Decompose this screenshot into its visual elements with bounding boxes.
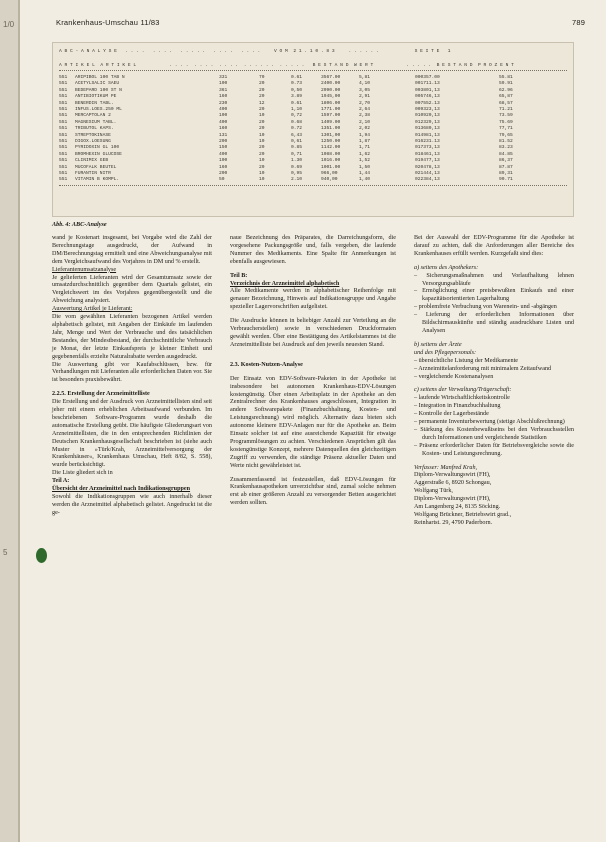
printout-cell: 007552.13 <box>415 100 440 106</box>
printout-cell: 400 <box>219 151 228 157</box>
printout-cell: 1,94 <box>359 132 371 138</box>
body-paragraph: Die Auswertung gibt vor Kaufabschlüssen, bzw. für Verhandlungen mit Lieferanten alle erforderlichen Daten vor. Sie ist besonders praxisbewährt. <box>52 361 212 384</box>
printout-cell: 551 <box>59 113 68 119</box>
text-column-1 <box>52 235 212 518</box>
printout-cell: 20 <box>259 81 265 87</box>
printout-cell: 160 <box>219 94 228 100</box>
body-paragraph: Diplom-Verwaltungswirt (FH), <box>414 496 491 503</box>
printout-cell: 551 <box>59 119 68 125</box>
printout-row <box>59 75 567 81</box>
printout-cell: 331 <box>219 75 228 80</box>
printout-cell: 10 <box>259 132 265 138</box>
printout-cell: 000357.00 <box>415 75 440 80</box>
printout-cell: 022384,13 <box>415 177 440 183</box>
printout-cell: 0.85 <box>291 145 303 151</box>
printout-row <box>59 94 567 100</box>
printout-cell: 016231.13 <box>415 139 440 144</box>
body-paragraph: Zusammenfassend ist festzustellen, daß EDV-Lösungen für Krankenhausapotheken unverzichtbar sind, zumal solche nehmen erst ab einer größeren Anzahl zu versorgender Betten ausgerichtet werden sollten. <box>230 476 396 507</box>
printout-title-line: A B C - A N A L Y S E . . . . . . . . . . . . . . . . . . . . . V O M 2 1 . 1 0 . 8 3 . . . . . . S E I T E 1 <box>59 49 451 54</box>
edge-mark-mid: 5 <box>3 548 8 557</box>
printout-cell: 1,10 <box>291 107 303 112</box>
printout-cell: 013680,13 <box>415 126 440 132</box>
body-paragraph: Wolfgang Brückner, Betriebswirt grad., <box>414 512 512 518</box>
list-item: – Arzneimittelanforderung mit minimalem Zeitaufwand <box>414 365 552 372</box>
printout-separator-bottom <box>59 185 567 186</box>
printout-row <box>59 101 567 107</box>
body-paragraph: Aggerstraße 6, 8920 Schongau, <box>414 480 492 487</box>
printout-cell: 014981,13 <box>415 132 440 138</box>
printout-cell: 2.10 <box>291 177 303 183</box>
printout-cell: 551 <box>59 107 68 112</box>
printout-cell: 551 <box>59 94 68 100</box>
printout-cell: 86,37 <box>499 158 513 164</box>
printout-cell: BROMHEXIN GLUCOSE <box>75 151 122 157</box>
printout-cell: 2,10 <box>359 119 371 125</box>
printout-cell: 009323,13 <box>415 107 440 112</box>
figure-caption: Abb. 4: ABC-Analyse <box>52 221 107 228</box>
printout-cell: 2,64 <box>359 107 371 112</box>
printout-cell: 010920,13 <box>415 113 440 119</box>
printout-cell: 019477,13 <box>415 158 440 164</box>
printout-cell: 0,50 <box>291 87 303 93</box>
printout-row <box>59 81 567 87</box>
printout-cell: 20 <box>259 94 265 100</box>
body-paragraph: Diplom-Verwaltungswirt (FH), <box>414 472 491 479</box>
printout-cell: 0.72 <box>291 126 303 132</box>
printout-row <box>59 165 567 171</box>
list-item: – Kontrolle der Lagerbestände <box>414 411 489 418</box>
body-paragraph: Sowohl die Indikationsgruppen wie auch innerhalb dieser werden die Arzneimittel alphabetisch gelistet. Angedruckt ist die ge- <box>52 494 212 516</box>
printout-cell: 160 <box>219 126 228 132</box>
printout-cell: 017373,13 <box>415 145 440 151</box>
italic-line: a) seitens des Apothekers: <box>414 264 479 271</box>
printout-cell: 551 <box>59 145 68 151</box>
body-paragraph: Die Ausdrucke können in beliebiger Anzahl zur Verteilung an die Verbraucherstellen) sowie in verschiedenen Druckformaten gewählt werden. Über eine Bestätigung des Artikelstammes ist die Arzneimittelliste bei Ausdruck auf den jeweils neuesten Stand. <box>230 318 396 348</box>
printout-cell: 0,71 <box>291 151 303 157</box>
list-item: – problemfreie Verbuchung von Warenein- und -abgängen <box>414 304 557 311</box>
printout-cell: ARIPIBOL 100 TAB N <box>75 75 125 80</box>
printout-cell: VITAMIN B KOMPL. <box>75 177 120 183</box>
printout-cell: 1142.00 <box>321 145 341 151</box>
printout-row <box>59 171 567 177</box>
printout-cell: 79,65 <box>499 132 513 138</box>
printout-cell: 150 <box>219 145 228 151</box>
printout-cell: 1,40 <box>359 177 371 183</box>
printout-cell: 10 <box>259 158 265 164</box>
printout-cell: CLINIMIX GEB <box>75 158 109 164</box>
body-paragraph: naue Bezeichnung des Präparates, die Darreichungsform, die vorgesehene Packungsgröße und, falls vergeben, die laufende Nummer des Medikaments. Eine Spalte für Anmerkungen ist ebenfalls ausgewiesen. <box>230 235 396 265</box>
body-paragraph: Die vom gewählten Lieferanten bezogenen Artikel werden alphabetisch gelistet, mit Angaben der Einkäufe im laufenden Jahr, Menge und Wert der Verbrauche und des tatsächlichen Bestandes, der Mindestbestand, der durchschnittliche Verbrauch je Monat, der letzte Einkaufspreis je kleiner Einheit und gegebenenfalls erzielte Naturalrabatte werden ausgedruckt. <box>52 314 212 360</box>
printout-cell: 89,31 <box>499 171 513 176</box>
printout-cell: 83.23 <box>499 145 513 151</box>
printout-cell: 1351.00 <box>321 126 341 132</box>
list-item: – Präsenz erforderlicher Daten für Betriebsvergleiche sowie die Kosten- und Leistungsrechnung. <box>414 442 574 457</box>
printout-cell: 551 <box>59 177 68 183</box>
printout-cell: 1001.00 <box>321 164 341 170</box>
printout-cell: MUCOFALK BEUTEL <box>75 164 117 170</box>
printout-cell: 018461,13 <box>415 151 440 157</box>
printout-cell: 400 <box>219 119 228 125</box>
section-heading: 2.3. Kosten-Nutzen-Analyse <box>230 361 303 368</box>
printout-cell: 020478,13 <box>415 164 440 170</box>
printout-cell: 012329,13 <box>415 119 440 125</box>
printout-cell: 84.85 <box>499 151 513 157</box>
abc-analysis-printout <box>52 42 574 217</box>
edge-mark-top: 1/0 <box>3 20 15 29</box>
printout-cell: 75.69 <box>499 119 513 125</box>
printout-cell: PYRIDOXIN GL 100 <box>75 145 120 151</box>
printout-cell: 0.68 <box>291 119 303 125</box>
printout-cell: 940,00 <box>321 177 338 183</box>
printout-cell: 50 <box>219 177 225 183</box>
printout-cell: 4,10 <box>359 81 371 87</box>
printout-cell: 551 <box>59 158 68 164</box>
printout-cell: BEDEPARD 100 ST N <box>75 87 122 93</box>
printout-cell: 1,62 <box>359 151 371 157</box>
printout-cell: FURANTIN NITR <box>75 171 111 176</box>
list-item: – Ermöglichung einer preisbewußten Einkaufs und einer kapazitätsorientierten Lagerhaltung <box>414 288 574 303</box>
printout-cell: 20 <box>259 87 265 93</box>
printout-cell: 361 <box>219 87 228 93</box>
printout-cell: 2,02 <box>359 126 371 132</box>
printout-cell: 005746,13 <box>415 94 440 100</box>
list-item: – Stärkung des Kostenbewußtseins bei den Verbrauchsstellen durch Informationen und vergleichende Statistiken <box>414 426 574 441</box>
printout-cell: 2090.00 <box>321 87 341 93</box>
printout-cell: 001711.13 <box>415 81 440 87</box>
printout-cell: ACETYLSALIC SAEU <box>75 81 120 87</box>
printout-cell: 20 <box>259 107 265 112</box>
printout-cell: 1,44 <box>359 171 371 176</box>
printout-cell: 551 <box>59 164 68 170</box>
printout-cell: 0,61 <box>291 139 303 144</box>
text-column-2 <box>230 235 396 508</box>
section-heading: Teil A: <box>52 478 70 485</box>
printout-cell: 10 <box>259 113 265 119</box>
body-paragraph: Bei der Auswahl der EDV-Programme für die Apotheke ist darauf zu achten, daß die Anforderungen aller Bereiche des Krankenhauses erfüllt werden. Kurzgefaßt sind dies: <box>414 235 574 257</box>
printout-cell: 1806.00 <box>321 100 341 106</box>
printout-cell: 2400.00 <box>321 81 341 87</box>
list-item: – Sicherungsmaßnahmen und Vorlaufhaltung lehnen Versorgungsabläufe <box>414 272 574 287</box>
printout-row <box>59 139 567 145</box>
printout-cell: BENERDIN TABL. <box>75 100 114 106</box>
printout-cell: 10 <box>259 171 265 176</box>
printout-cell: 100 <box>219 81 228 87</box>
printout-row <box>59 120 567 126</box>
printout-cell: 81.52 <box>499 139 513 144</box>
printout-cell: 131 <box>219 132 228 138</box>
printout-cell: 200 <box>219 139 228 144</box>
printout-cell: 2,38 <box>359 113 371 119</box>
printout-cell: 1088.00 <box>321 151 341 157</box>
printout-cell: 1,87 <box>359 139 371 144</box>
printout-cell: 021444,13 <box>415 171 440 176</box>
printout-cell: 1771.00 <box>321 107 341 112</box>
printout-cell: 160 <box>219 164 228 170</box>
printout-cell: 20 <box>259 145 265 151</box>
printout-separator <box>59 70 567 71</box>
printout-row <box>59 113 567 119</box>
section-heading: 2.2.5. Erstellung der Arzneimittelliste <box>52 391 150 398</box>
printout-cell: 551 <box>59 151 68 157</box>
body-paragraph: wand je Kostenart insgesamt, bei Vorgabe wird die Zahl der Berechnungstage ausgedruckt, der Aufwand in DM/Berechnungstag ermittelt und eine Abweichungsanalyse mit dem Vergleichsaufwand des Vorjahres in DM und % erstellt. <box>52 235 212 265</box>
body-paragraph: Der Einsatz von EDV-Software-Paketen in der Apotheke ist insbesondere bei autonomen Krankenhaus-EDV-Lösungen kostengünstig. Über einen Arbeitsplatz in der Apotheke an den Zentralrechner des Krankenhauses angeschlossen, Integration in andere Softwarepakete (Finanzbuchhaltung, Kosten- und Leistungsrechnung) wird möglich. Alternativ dazu bieten sich autonome kleinere EDV-Anlagen nur für die Apotheke an. Beim Einsatz solcher ist auf eine ausreichende Kapazität für etwaige Programmlösungen zu achten. Verschiedenen Ansprüchen gilt das kostengünstige Konzept, mehrere Datenquellen den gleichzeitigen Zugriff zu verwenden, die ständige Präsenz aktueller Daten und Werte nicht gewährleistet ist. <box>230 375 396 469</box>
body-paragraph: Die Liste gliedert sich in <box>52 470 113 477</box>
printout-cell: 70 <box>259 75 265 80</box>
body-paragraph: Je gelieferten Lieferanten wird der Gesamtumsatz sowie der umsatzdurchschnittlich gegenüber dem Quartals gelistet, ein Vergleichswert im des Vorjahres gegenübergestellt und die Abweichung analysiert. <box>52 274 212 305</box>
printout-cell: 59.91 <box>499 81 513 87</box>
printout-row <box>59 126 567 132</box>
printout-cell: DIGOX.LOESUNG <box>75 139 111 144</box>
printout-cell: ANTIBIOTIKUM PE <box>75 94 117 100</box>
printout-cell: 20 <box>259 164 265 170</box>
printout-cell: MAGNESIUM TABL. <box>75 119 117 125</box>
printout-cell: 003801,13 <box>415 87 440 93</box>
printout-cell: 551 <box>59 81 68 87</box>
printout-row <box>59 177 567 183</box>
list-item: – laufende Wirtschaftlichkeitskontrolle <box>414 395 510 402</box>
printout-cell: 551 <box>59 126 68 132</box>
binding-edge <box>18 0 20 842</box>
printout-cell: 0.69 <box>291 164 303 170</box>
list-item: – übersichtliche Listung der Medikamente <box>414 357 519 364</box>
printout-cell: 12 <box>259 100 265 106</box>
section-subheading: Übersicht der Arzneimittel nach Indikationsgruppen <box>52 486 191 493</box>
printout-row <box>59 133 567 139</box>
printout-cell: 1409.00 <box>321 119 341 125</box>
printout-cell: 6,43 <box>291 132 303 138</box>
printout-cell: 5,81 <box>359 75 371 80</box>
body-paragraph: Die Erstellung und der Ausdruck von Arzneimittellisten sind seit jeher mit einem erheblichen Arbeitsaufwand verbunden. Im beschriebenen Software-Programm wurde deshalb die automatische Erstellung geübt. Die häufigste Gliederungsart von Arzneimittellisten, die in den entsprechenden Richtlinien der Deutschen Krankenhausgesellschaft beschrieben ist (siehe auch Muster in »Türk/Krah, Arzneimittelversorgung der Krankenhäuser«, Krankenhaus Umschau, Heft 8/82, S. 558), wurde berücksichtigt. <box>52 399 212 469</box>
printout-cell: 551 <box>59 139 68 144</box>
printout-cell: 3.89 <box>291 94 303 100</box>
section-subheading: Verzeichnis der Arzneimittel alphabetisch <box>230 280 340 287</box>
printout-cell: 0.61 <box>291 75 303 80</box>
printout-cell: 1,52 <box>359 158 371 164</box>
printout-row <box>59 152 567 158</box>
printout-cell: 20 <box>259 126 265 132</box>
printout-cell: 10 <box>259 139 265 144</box>
printout-cell: 1301,00 <box>321 132 341 138</box>
printout-cell: 62.96 <box>499 87 513 93</box>
body-paragraph: Alle Medikamente werden in alphabetischer Reihenfolge mit genauer Bezeichnung, Hinweis auf Indikationsgruppe und Angabe spezieller Lagervorschriften aufgelistet. <box>230 288 396 311</box>
printout-header-line: A R T I K E L A R T I K E L . . . . . . . . . . . . . . . . . . . . . . . B E S T A N D W E R T . . . . . B E S T A N D P R O Z E N T <box>59 63 514 68</box>
printout-cell: 1945,00 <box>321 94 341 100</box>
body-paragraph: Am Langenberg 24, 8135 Söcking. <box>414 504 501 511</box>
printout-row <box>59 88 567 94</box>
printout-cell: MERCAPTOLAN 2 <box>75 113 111 119</box>
printout-cell: 73.59 <box>499 113 513 119</box>
printout-cell: 100 <box>219 113 228 119</box>
printout-cell: 0.61 <box>291 100 303 106</box>
list-item: – permanente Inventurbewertung (stetige Abschlußrechnung) <box>414 419 565 426</box>
printout-cell: 2,91 <box>359 94 371 100</box>
running-header: Krankenhaus-Umschau 11/83 <box>56 18 160 27</box>
printout-cell: 551 <box>59 100 68 106</box>
printout-cell: 65,87 <box>499 94 513 100</box>
printout-cell: 1250.00 <box>321 139 341 144</box>
printout-cell: 90.71 <box>499 177 513 183</box>
printout-cell: STREPTOKINASE <box>75 132 111 138</box>
printout-cell: 20 <box>259 119 265 125</box>
printout-row <box>59 145 567 151</box>
printout-cell: 87.87 <box>499 164 513 170</box>
printout-cell: 966,00 <box>321 171 338 176</box>
printout-cell: 1597.00 <box>321 113 341 119</box>
printout-cell: 20 <box>259 151 265 157</box>
printout-cell: 10 <box>259 177 265 183</box>
underlined-heading: Auswertung Artikel je Lieferant: <box>52 306 133 313</box>
italic-line: c) seitens der Verwaltung/Trägerschaft: <box>414 387 512 394</box>
printout-cell: 71.21 <box>499 107 513 112</box>
printout-cell: INFUS.LOES.250 ML <box>75 107 122 112</box>
italic-line: Verfasser: Manfred Krah, <box>414 464 478 471</box>
body-paragraph: Reinhartst. 29, 4790 Paderborn. <box>414 519 493 526</box>
printout-cell: 3567.00 <box>321 75 341 80</box>
printout-cell: 200 <box>219 171 228 176</box>
printout-cell: 0.73 <box>291 81 303 87</box>
body-paragraph: Wolfgang Türk, <box>414 488 453 495</box>
printout-cell: 1016.00 <box>321 158 341 164</box>
printout-cell: TRIBUTOL KAPS. <box>75 126 114 132</box>
printout-cell: 400 <box>219 107 228 112</box>
green-ink-mark <box>36 548 47 563</box>
printout-cell: 551 <box>59 171 68 176</box>
printout-cell: 551 <box>59 87 68 93</box>
printout-cell: 551 <box>59 75 68 80</box>
list-item: – vergleichende Kostenanalysen <box>414 373 494 380</box>
printout-cell: 77,71 <box>499 126 513 132</box>
list-item: – Integration in Finanzbuchhaltung <box>414 403 501 410</box>
italic-line: und des Pflegepersonals: <box>414 349 477 356</box>
printout-cell: 551 <box>59 132 68 138</box>
printout-cell: 100 <box>219 158 228 164</box>
printout-row <box>59 158 567 164</box>
section-heading: Teil B: <box>230 272 248 279</box>
printout-cell: 2,70 <box>359 100 371 106</box>
printout-cell: 1.30 <box>291 158 303 164</box>
printout-cell: 0,95 <box>291 171 303 176</box>
printout-cell: 0,72 <box>291 113 303 119</box>
printout-cell: 3,05 <box>359 87 371 93</box>
printout-cell: 1,50 <box>359 164 371 170</box>
printout-cell: 230 <box>219 100 228 106</box>
list-item: – Lieferung der erforderlichen Informationen über Bildschirmauskünfte und ständig ausdruckbare Listen und Analysen <box>414 312 574 334</box>
italic-line: b) seitens der Ärzte <box>414 341 462 348</box>
page-number: 789 <box>572 18 586 27</box>
printout-row <box>59 107 567 113</box>
printout-cell: 1,71 <box>359 145 371 151</box>
printout-cell: 55.81 <box>499 75 513 80</box>
underlined-heading: Lieferantenumsatzanalyse <box>52 266 117 273</box>
printout-cell: 68,57 <box>499 100 513 106</box>
text-column-3 <box>414 235 574 528</box>
